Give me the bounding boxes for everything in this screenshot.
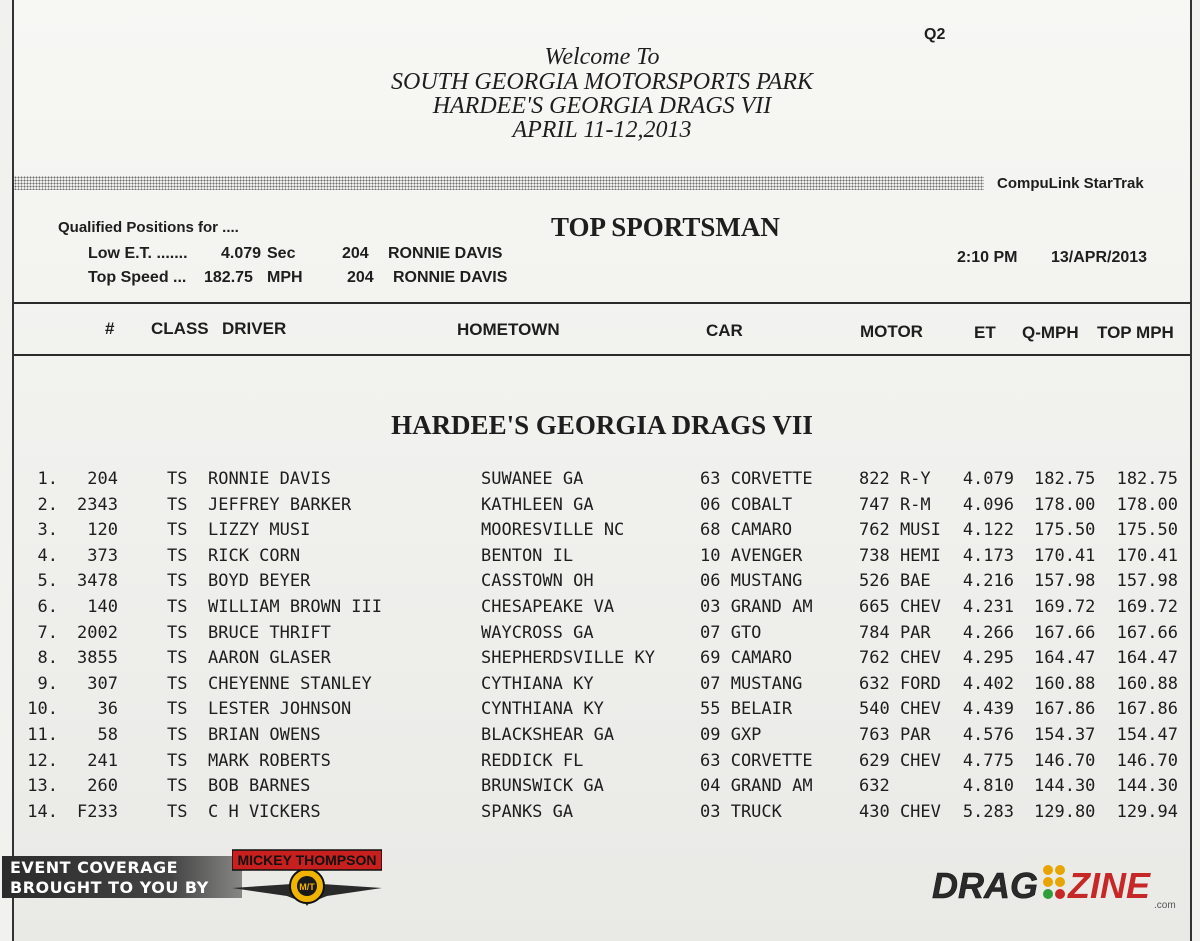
sponsor-banner [2, 846, 382, 906]
cell-car-number: 373 [87, 546, 118, 566]
svg-text:.com: .com [1154, 900, 1176, 910]
svg-text:M/T: M/T [299, 882, 315, 892]
top-speed-driver: RONNIE DAVIS [393, 269, 508, 286]
cell-class: TS [167, 495, 188, 515]
cell-car-number: 120 [87, 520, 118, 540]
cell-motor: 540 CHEV [859, 699, 941, 719]
cell-class: TS [167, 469, 188, 489]
cell-class: TS [167, 674, 188, 694]
cell-qualifying-mph: 144.30 [1034, 776, 1096, 796]
table-row [14, 751, 1190, 773]
cell-driver-name: LESTER JOHNSON [208, 699, 352, 719]
cell-elapsed-time: 4.231 [962, 597, 1014, 617]
cell-hometown: SHEPHERDSVILLE KY [481, 648, 655, 668]
cell-class: TS [167, 725, 188, 745]
cell-hometown: WAYCROSS GA [481, 623, 594, 643]
cell-top-mph: 170.41 [1116, 546, 1178, 566]
event-section-title: HARDEE'S GEORGIA DRAGS VII [391, 410, 813, 440]
cell-qualifying-mph: 169.72 [1034, 597, 1096, 617]
cell-car-number: 3855 [77, 648, 118, 668]
cell-driver-name: AARON GLASER [208, 648, 331, 668]
svg-text:ZINE: ZINE [1068, 865, 1151, 906]
cell-elapsed-time: 4.122 [962, 520, 1014, 540]
cell-car: 04 GRAND AM [700, 776, 813, 796]
col-header-driver: DRIVER [222, 319, 287, 338]
cell-qualifying-mph: 178.00 [1034, 495, 1096, 515]
cell-car: 10 AVENGER [700, 546, 803, 566]
low-et-driver: RONNIE DAVIS [388, 245, 503, 262]
cell-class: TS [167, 546, 188, 566]
low-et-label: Low E.T. ....... [88, 245, 188, 262]
cell-elapsed-time: 4.216 [962, 571, 1014, 591]
cell-top-mph: 160.88 [1116, 674, 1178, 694]
cell-motor: 763 PAR [859, 725, 931, 745]
cell-driver-name: WILLIAM BROWN III [208, 597, 382, 617]
cell-elapsed-time: 4.439 [962, 699, 1014, 719]
cell-motor: 762 MUSI [859, 520, 941, 540]
cell-driver-name: MARK ROBERTS [208, 751, 331, 771]
cell-car: 03 TRUCK [700, 802, 782, 822]
cell-car: 06 MUSTANG [700, 571, 803, 591]
table-row [14, 546, 1190, 568]
table-row [14, 469, 1190, 491]
cell-elapsed-time: 4.402 [962, 674, 1014, 694]
cell-motor: 665 CHEV [859, 597, 941, 617]
table-row [14, 597, 1190, 619]
cell-driver-name: BOB BARNES [208, 776, 311, 796]
cell-elapsed-time: 4.096 [962, 495, 1014, 515]
col-header-number: # [105, 319, 115, 338]
cell-position: 4. [37, 546, 58, 566]
corner-code: Q2 [924, 26, 946, 43]
cell-motor: 632 FORD [859, 674, 941, 694]
cell-position: 12. [27, 751, 58, 771]
cell-car-number: 204 [87, 469, 118, 489]
cell-driver-name: BRUCE THRIFT [208, 623, 331, 643]
svg-text:DRAG: DRAG [932, 865, 1038, 906]
cell-class: TS [167, 623, 188, 643]
category-title: TOP SPORTSMAN [551, 212, 780, 242]
cell-car-number: 140 [87, 597, 118, 617]
cell-hometown: KATHLEEN GA [481, 495, 594, 515]
cell-driver-name: CHEYENNE STANLEY [208, 674, 372, 694]
cell-position: 13. [27, 776, 58, 796]
cell-motor: 747 R-M [859, 495, 931, 515]
results-sheet [12, 0, 1192, 941]
cell-hometown: SUWANEE GA [481, 469, 584, 489]
cell-top-mph: 164.47 [1116, 648, 1178, 668]
cell-driver-name: RONNIE DAVIS [208, 469, 331, 489]
table-row [14, 520, 1190, 542]
cell-hometown: BENTON IL [481, 546, 574, 566]
cell-top-mph: 157.98 [1116, 571, 1178, 591]
cell-qualifying-mph: 182.75 [1034, 469, 1096, 489]
table-row [14, 495, 1190, 517]
cell-car-number: F233 [77, 802, 118, 822]
cell-driver-name: C H VICKERS [208, 802, 321, 822]
cell-hometown: BRUNSWICK GA [481, 776, 604, 796]
cell-top-mph: 154.47 [1116, 725, 1178, 745]
cell-class: TS [167, 776, 188, 796]
cell-car: 69 CAMARO [700, 648, 793, 668]
table-row [14, 648, 1190, 670]
cell-car-number: 2002 [77, 623, 118, 643]
cell-hometown: SPANKS GA [481, 802, 574, 822]
low-et-number: 204 [342, 245, 369, 262]
traffic-light-icon [1043, 865, 1065, 899]
cell-top-mph: 182.75 [1116, 469, 1178, 489]
header-rule-top [14, 302, 1190, 304]
cell-motor: 738 HEMI [859, 546, 941, 566]
event-name: HARDEE'S GEORGIA DRAGS VII [432, 93, 772, 119]
cell-top-mph: 175.50 [1116, 520, 1178, 540]
cell-class: TS [167, 751, 188, 771]
cell-class: TS [167, 571, 188, 591]
cell-position: 9. [37, 674, 58, 694]
cell-car-number: 241 [87, 751, 118, 771]
cell-elapsed-time: 4.810 [962, 776, 1014, 796]
header-rule-bottom [14, 354, 1190, 356]
cell-hometown: BLACKSHEAR GA [481, 725, 615, 745]
cell-class: TS [167, 699, 188, 719]
cell-car-number: 260 [87, 776, 118, 796]
cell-car: 03 GRAND AM [700, 597, 813, 617]
cell-driver-name: BOYD BEYER [208, 571, 311, 591]
cell-motor: 762 CHEV [859, 648, 941, 668]
top-speed-unit: MPH [267, 269, 303, 286]
cell-car: 63 CORVETTE [700, 469, 813, 489]
cell-car-number: 3478 [77, 571, 118, 591]
cell-position: 14. [27, 802, 58, 822]
cell-qualifying-mph: 164.47 [1034, 648, 1096, 668]
col-header-hometown: HOMETOWN [457, 320, 560, 339]
cell-motor: 822 R-Y [859, 469, 931, 489]
cell-qualifying-mph: 175.50 [1034, 520, 1096, 540]
coverage-line-2: BROUGHT TO YOU BY [10, 878, 209, 897]
coverage-line-1: EVENT COVERAGE [10, 858, 179, 877]
low-et-value: 4.079 [221, 245, 262, 262]
cell-class: TS [167, 520, 188, 540]
cell-elapsed-time: 4.775 [962, 751, 1014, 771]
cell-top-mph: 144.30 [1116, 776, 1178, 796]
cell-qualifying-mph: 170.41 [1034, 546, 1096, 566]
cell-position: 3. [37, 520, 58, 540]
top-speed-value: 182.75 [204, 269, 253, 286]
col-header-class: CLASS [151, 319, 209, 338]
cell-top-mph: 167.66 [1116, 623, 1178, 643]
top-speed-label: Top Speed ... [88, 269, 187, 286]
cell-qualifying-mph: 154.37 [1034, 725, 1096, 745]
cell-motor: 784 PAR [859, 623, 931, 643]
col-header-motor: MOTOR [860, 322, 923, 341]
report-date: 13/APR/2013 [1051, 249, 1148, 266]
cell-car-number: 36 [97, 699, 118, 719]
col-header-top-mph: TOP MPH [1097, 323, 1174, 342]
cell-top-mph: 178.00 [1116, 495, 1178, 515]
report-time: 2:10 PM [957, 249, 1018, 266]
cell-car-number: 307 [87, 674, 118, 694]
cell-position: 11. [27, 725, 58, 745]
cell-hometown: CHESAPEAKE VA [481, 597, 615, 617]
low-et-unit: Sec [267, 245, 296, 262]
cell-elapsed-time: 4.576 [962, 725, 1014, 745]
table-row [14, 674, 1190, 696]
col-header-car: CAR [706, 321, 743, 340]
cell-hometown: CYTHIANA KY [481, 674, 594, 694]
cell-position: 2. [37, 495, 58, 515]
cell-qualifying-mph: 167.66 [1034, 623, 1096, 643]
cell-top-mph: 146.70 [1116, 751, 1178, 771]
col-header-qmph: Q-MPH [1022, 323, 1079, 342]
cell-qualifying-mph: 167.86 [1034, 699, 1096, 719]
cell-position: 8. [37, 648, 58, 668]
cell-hometown: CASSTOWN OH [481, 571, 594, 591]
cell-class: TS [167, 648, 188, 668]
cell-motor: 430 CHEV [859, 802, 941, 822]
cell-car: 55 BELAIR [700, 699, 793, 719]
track-name: SOUTH GEORGIA MOTORSPORTS PARK [390, 69, 813, 95]
cell-top-mph: 129.94 [1116, 802, 1178, 822]
cell-motor: 629 CHEV [859, 751, 941, 771]
top-speed-number: 204 [347, 269, 374, 286]
cell-position: 5. [37, 571, 58, 591]
cell-driver-name: BRIAN OWENS [208, 725, 321, 745]
cell-elapsed-time: 4.266 [962, 623, 1014, 643]
cell-car-number: 2343 [77, 495, 118, 515]
cell-car-number: 58 [97, 725, 118, 745]
cell-position: 10. [27, 699, 58, 719]
svg-text:MICKEY THOMPSON: MICKEY THOMPSON [237, 852, 377, 868]
cell-position: 7. [37, 623, 58, 643]
cell-class: TS [167, 597, 188, 617]
table-row [14, 802, 1190, 824]
cell-elapsed-time: 4.173 [962, 546, 1014, 566]
cell-elapsed-time: 5.283 [962, 802, 1014, 822]
cell-qualifying-mph: 160.88 [1034, 674, 1096, 694]
cell-hometown: MOORESVILLE NC [481, 520, 625, 540]
cell-motor: 632 [859, 776, 890, 796]
timing-system-label: CompuLink StarTrak [997, 175, 1144, 192]
cell-elapsed-time: 4.079 [962, 469, 1014, 489]
cell-qualifying-mph: 129.80 [1034, 802, 1096, 822]
cell-class: TS [167, 802, 188, 822]
qualified-label: Qualified Positions for .... [58, 219, 239, 236]
table-row [14, 725, 1190, 747]
cell-car: 06 COBALT [700, 495, 793, 515]
table-row [14, 623, 1190, 645]
cell-driver-name: JEFFREY BARKER [208, 495, 352, 515]
cell-qualifying-mph: 146.70 [1034, 751, 1096, 771]
table-row [14, 571, 1190, 593]
cell-top-mph: 169.72 [1116, 597, 1178, 617]
welcome-line: Welcome To [544, 44, 660, 70]
mickey-thompson-logo [232, 846, 382, 906]
cell-motor: 526 BAE [859, 571, 931, 591]
dragzine-logo [932, 860, 1182, 910]
event-dates: APRIL 11-12,2013 [512, 117, 692, 143]
col-header-et: ET [974, 323, 996, 342]
cell-car: 07 MUSTANG [700, 674, 803, 694]
cell-car: 09 GXP [700, 725, 762, 745]
cell-hometown: REDDICK FL [481, 751, 584, 771]
cell-position: 1. [37, 469, 58, 489]
dotted-separator [14, 176, 984, 190]
cell-car: 63 CORVETTE [700, 751, 813, 771]
cell-hometown: CYNTHIANA KY [481, 699, 604, 719]
table-row [14, 776, 1190, 798]
cell-driver-name: RICK CORN [208, 546, 301, 566]
cell-position: 6. [37, 597, 58, 617]
cell-elapsed-time: 4.295 [962, 648, 1014, 668]
cell-driver-name: LIZZY MUSI [208, 520, 311, 540]
cell-car: 07 GTO [700, 623, 762, 643]
cell-top-mph: 167.86 [1116, 699, 1178, 719]
cell-car: 68 CAMARO [700, 520, 793, 540]
cell-qualifying-mph: 157.98 [1034, 571, 1096, 591]
table-row [14, 699, 1190, 721]
